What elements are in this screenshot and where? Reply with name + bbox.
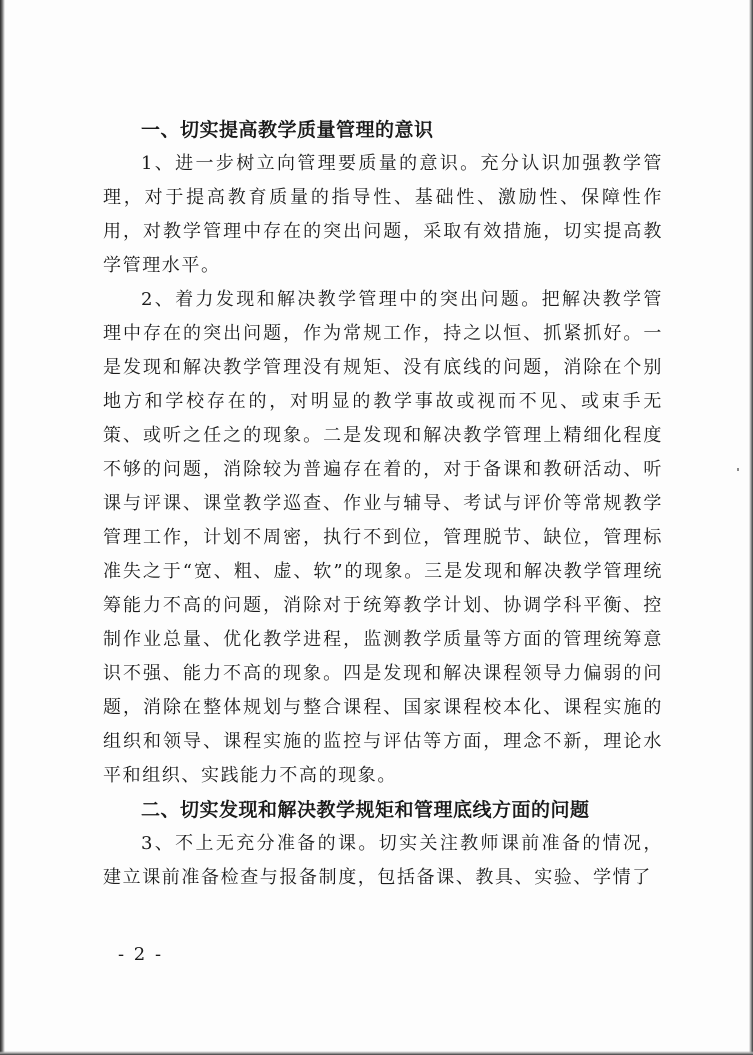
scan-edge-left	[0, 0, 5, 1055]
scan-edge-right	[749, 0, 753, 1055]
scan-edge-bottom	[0, 1051, 753, 1055]
scan-fleck	[737, 468, 739, 471]
paragraph-1: 1、进一步树立向管理要质量的意识。充分认识加强教学管理，对于提高教育质量的指导性、基础性、激励性、保障性作用，对教学管理中存在的突出问题，采取有效措施，切实提高教学管理水平。	[103, 153, 663, 276]
section-heading-1: 一、切实提高教学质量管理的意识	[141, 119, 434, 141]
document-body	[103, 113, 663, 895]
section-heading-2: 二、切实发现和解决教学规矩和管理底线方面的问题	[141, 799, 590, 821]
paragraph-2: 2、着力发现和解决教学管理中的突出问题。把解决教学管理中存在的突出问题，作为常规工作，持之以恒、抓紧抓好。一是发现和解决教学管理没有规矩、没有底线的问题，消除在个别地方和学校存在的，对明显的教学事故或视而不见、或束手无策、或听之任之的现象。二是发现和解决教学管理上精细化程度不够的问题，消除较为普遍存在着的，对于备课和教研活动、听课与评课、课堂教学巡查、作业与辅导、考试与评价等常规教学管理工作，计划不周密，执行不到位，管理脱节、缺位，管理标准失之于“宽、粗、虚、软”的现象。三是发现和解决教学管理统筹能力不高的问题，消除对于统筹教学计划、协调学科平衡、控制作业总量、优化教学进程，监测教学质量等方面的管理统筹意识不强、能力不高的现象。四是发现和解决课程领导力偏弱的问题，消除在整体规划与整合课程、国家课程校本化、课程实施的组织和领导、课程实施的监控与评估等方面，理念不新，理论水平和组织、实践能力不高的现象。	[103, 289, 663, 786]
paragraph-3: 3、不上无充分准备的课。切实关注教师课前准备的情况，建立课前准备检查与报备制度，包括备课、教具、实验、学情了	[103, 833, 663, 888]
page-number: - 2 -	[118, 944, 164, 965]
